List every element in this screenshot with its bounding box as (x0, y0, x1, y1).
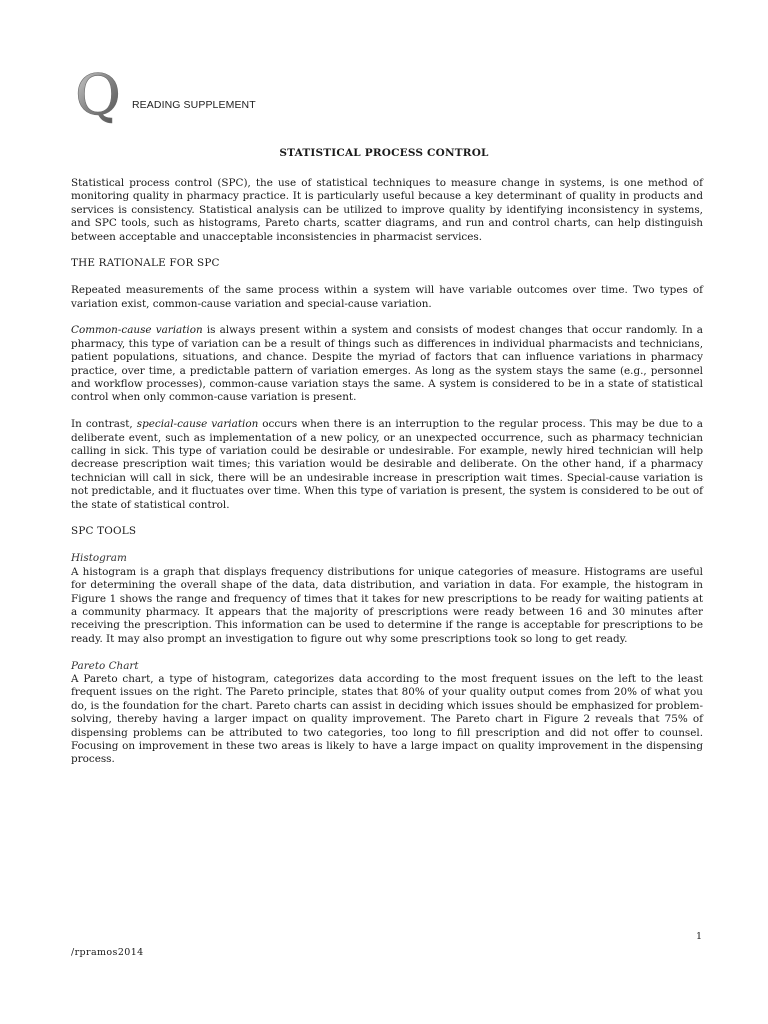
common-cause-text: is always present within a system and consists of modest changes that occur randomly. In a pharmacy, this type of variation can be a result of things such as differences in individual pharmacists and technicians, patient populations, situations, and chance. Despite the myriad of factors that can influence variations in pharmacy practice, over time, a predictable pattern of variation emerges. As long as the system stays the same (e.g., personnel and workflow processes), common-cause variation stays the same. A system is considered to be in a state of statistical control when only common-cause variation is present. (71, 324, 703, 404)
special-cause-text: occurs when there is an interruption to the regular process. This may be due to a deliberate event, such as implementation of a new policy, or an unexpected occurrence, such as pharmacy technician calling in sick. This type of variation could be desirable or undesirable. For example, newly hired technician will help decrease prescription wait times; this variation would be desirable and deliberate. On the other hand, if a pharmacy technician will call in sick, there will be an undesirable increase in prescription wait times. Special-cause variation is not predictable, and it fluctuates over time. When this type of variation is present, the system is considered to be out of the state of statistical control. (71, 418, 703, 511)
spc-tools-heading: SPC TOOLS (71, 525, 137, 538)
special-cause-lead: In contrast, (71, 418, 137, 431)
supplement-label: READING SUPPLEMENT (132, 99, 256, 111)
special-cause-term: special-cause variation (136, 418, 259, 431)
intro-paragraph: Statistical process control (SPC), the use of statistical techniques to measure change in systems, is one method of monitoring quality in pharmacy practice. It is particularly useful because a key determinant of quality in products and services is consistency. Statistical analysis can be utilized to improve quality by identifying inconsistency in systems, and SPC tools, such as histograms, Pareto charts, scatter diagrams, and run and control charts, can help distinguish between acceptable and unacceptable inconsistencies in pharmacist services. (71, 177, 703, 243)
pareto-subheading: Pareto Chart (71, 659, 139, 672)
histogram-paragraph: A histogram is a graph that displays frequency distributions for unique categories of measure. Histograms are useful for determining the overall shape of the data, data distribution, and variation in data. For example, the histogram in Figure 1 shows the range and frequency of times that it takes for new prescriptions to be ready for waiting patients at a community pharmacy. It appears that the majority of prescriptions were ready between 16 and 30 minutes after receiving the prescription. This information can be used to determine if the range is acceptable for prescriptions to be ready. It may also prompt an investigation to figure out why some prescriptions took so long to get ready. (71, 565, 703, 645)
rationale-paragraph: Repeated measurements of the same process within a system will have variable outcomes over time. Two types of variation exist, common-cause variation and special-cause variation. (71, 284, 703, 310)
q-logo-icon (68, 68, 128, 128)
common-cause-term: Common-cause variation (71, 324, 203, 337)
document-body (71, 177, 703, 780)
common-cause-paragraph (71, 324, 703, 404)
rationale-heading: THE RATIONALE FOR SPC (71, 257, 220, 270)
footer-credit: /rpramos2014 (71, 947, 144, 958)
pareto-paragraph: A Pareto chart, a type of histogram, categorizes data according to the most frequent issues on the left to the least frequent issues on the right. The Pareto principle, states that 80% of your quality output comes from 20% of what you do, is the foundation for the chart. Pareto charts can assist in deciding which issues should be emphasized for problem-solving, thereby having a larger impact on quality improvement. The Pareto chart in Figure 2 reveals that 75% of dispensing problems can be attributed to two categories, too long to fill prescription and did not offer to counsel. Focusing on improvement in these two areas is likely to have a large impact on quality improvement in the dispensing process. (71, 672, 704, 766)
special-cause-paragraph (71, 418, 703, 512)
page-number: 1 (696, 931, 703, 942)
histogram-subheading: Histogram (71, 552, 127, 565)
document-title: STATISTICAL PROCESS CONTROL (279, 147, 489, 159)
logo-letter: Q (75, 68, 121, 128)
